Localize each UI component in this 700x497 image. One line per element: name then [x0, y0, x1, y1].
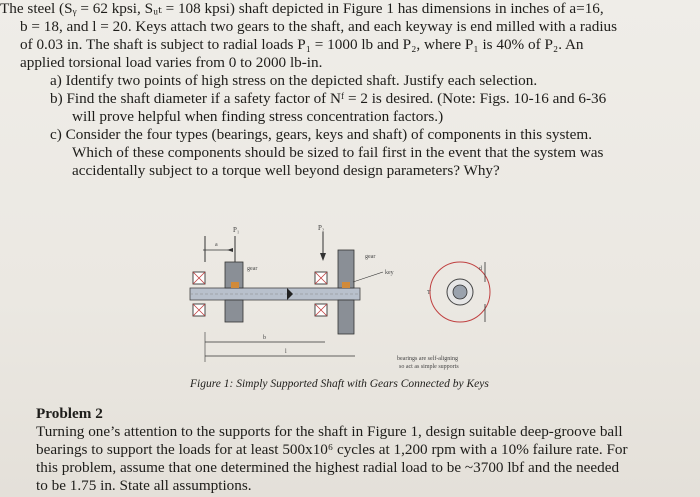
dimension-b-label: b [263, 335, 266, 341]
dimension-l-label: l [285, 349, 287, 355]
problem2-title: Problem 2 [36, 405, 103, 422]
part-a-text: a) Identify two points of high stress on the depicted shaft. Justify each selection. [50, 72, 538, 89]
problem2-line2: bearings to support the loads for at least 500x10⁶ cycles at 1,200 rpm with a 10% failure rate. For [36, 441, 628, 458]
problem1-line4: applied torsional load varies from 0 to 2000 lb-in. [20, 54, 323, 71]
part-c-line2: Which of these components should be sized to fail first in the event that the system was [72, 144, 604, 161]
bearing-note-line2: so act as simple supports [399, 364, 459, 370]
figure-caption: Figure 1: Simply Supported Shaft with Gears Connected by Keys [190, 378, 489, 390]
part-c-line3: accidentally subject to a torque well beyond design parameters? Why? [72, 162, 500, 179]
problem2-line4: to be 1.75 in. State all assumptions. [36, 477, 252, 494]
left-gear-label: gear [247, 266, 258, 272]
problem1-line2: b = 18, and l = 20. Keys attach two gears to the shaft, and each keyway is end milled with a radius [20, 18, 618, 35]
part-b-text: b) Find the shaft diameter if a safety factor of Nᶠ = 2 is desired. (Note: Figs. 10-16 and 6-36 [50, 90, 607, 107]
problem1-line1: The steel (Sᵧ = 62 kpsi, Sᵤₜ = 108 kpsi) shaft depicted in Figure 1 has dimensions in inches of a=16, [0, 0, 604, 17]
key-label: key [385, 270, 394, 276]
force-p2-label: P₂ [318, 224, 325, 232]
right-gear-label: gear [365, 254, 376, 260]
force-p1-label: P₁ [233, 226, 240, 234]
figure-1-shaft-diagram [175, 222, 515, 374]
problem1-line3: of 0.03 in. The shaft is subject to radial loads P₁ = 1000 lb and P₂, where P₁ is 40% of P₂. An [20, 36, 584, 53]
diameter-d-label: d [479, 266, 482, 272]
part-b-note: will prove helpful when finding stress concentration factors.) [72, 108, 444, 125]
dimension-a-label: a [215, 242, 218, 248]
problem2-line1: Turning one’s attention to the supports for the shaft in Figure 1, design suitable deep-groove ball [36, 423, 623, 440]
torque-t-label: T [427, 290, 431, 296]
part-c-text: c) Consider the four types (bearings, gears, keys and shaft) of components in this system. [50, 126, 592, 143]
problem2-line3: this problem, assume that one determined the highest radial load to be ~3700 lbf and the needed [36, 459, 620, 476]
bearing-note-line1: bearings are self-aligning [397, 356, 458, 362]
